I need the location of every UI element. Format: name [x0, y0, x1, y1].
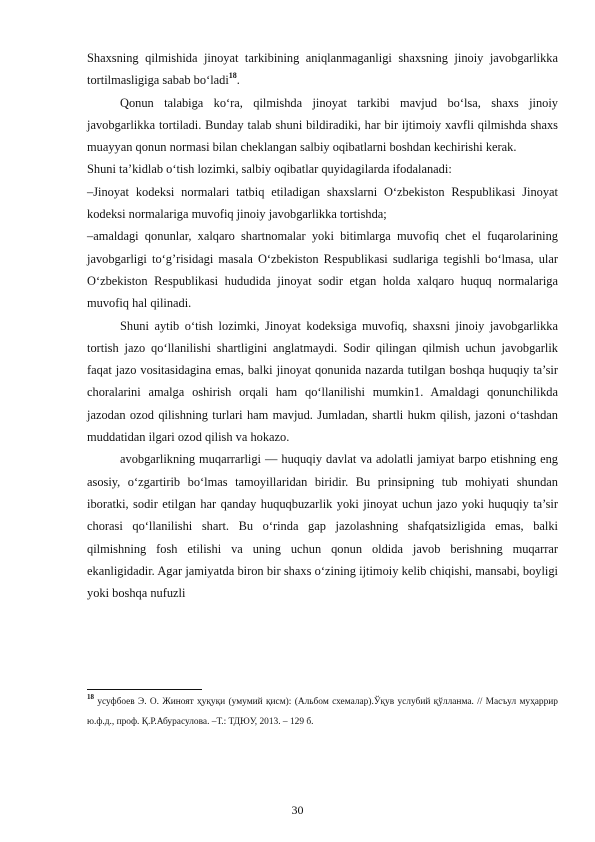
- paragraph-5: avobgarlikning muqarrarligi — huquqiy davlat va adolatli jamiyat barpo etishning eng asosiy, o‘zgartirib bo‘lmas tamoyillaridan biridir. Bu prinsipning tub mohiyati shundan iboratki, sodir etilgan har qanday huquqbuzarlik yoki jinoyat uchun jazo yoki huquqiy ta’sir chorasi qo‘llanilishi shart. Bu o‘rinda gap jazolashning shafqatsizligida emas, balki qilmishning fosh etilishi va uning uchun qonun oldida javob berishning muqarrar ekanligidadir. Agar jamiyatda biron bir shaxs o‘zining ijtimoiy kelib chiqishi, mansabi, boyligi yoki boshqa nufuzli: [87, 452, 558, 601]
- body-text: [87, 47, 558, 604]
- footnote-reference[interactable]: 18: [228, 71, 237, 81]
- footnote: [87, 693, 558, 732]
- paragraph-1: [87, 47, 558, 92]
- paragraph-1-trail: .: [236, 73, 240, 88]
- list-item-1: –Jinoyat kodeksi normalari tatbiq etiladigan shaxslarni O‘zbekiston Respublikasi Jinoyat kodeksi normalariga muvofiq jinoiy javobgarlikka tortishda;: [87, 184, 558, 222]
- list-item-2: –amaldagi qonunlar, xalqaro shartnomalar yoki bitimlarga muvofiq chet el fuqarolarining javobgarligi to‘g’risidagi masala O‘zbekiston Respublikasi sudlariga tegishli bo‘lmasa, ular O‘zbekiston Respublikasi hududida jinoyat sodir etgan holda xalqaro huquq normalariga muvofiq hal qilinadi.: [87, 229, 558, 311]
- paragraph-1-text: Shaxsning qilmishida jinoyat tarkibining aniqlanmaganligi shaxsning jinoiy javobgarlikka tortilmasligiga sabab bo‘ladi: [87, 51, 558, 88]
- footnote-number: 18: [87, 692, 94, 701]
- footnote-text: усуфбоев Э. О. Жиноят ҳуқуқи (умумий қисм): (Альбом схемалар).Ўқув услубий қўлланма. // Масъул муҳаррир ю.ф.д., проф. Қ.Р.Абурасулова. –Т.: ТДЮУ, 2013. – 129 б.: [87, 697, 558, 727]
- paragraph-3: Shuni ta’kidlab o‘tish lozimki, salbiy oqibatlar quyidagilarda ifodalanadi:: [87, 162, 452, 177]
- paragraph-4: Shuni aytib o‘tish lozimki, Jinoyat kodeksiga muvofiq, shaxsni jinoiy javobgarlikka tortish jazo qo‘llanilishi shartligini anglatmaydi. Sodir qilingan qilmish uchun javobgarlik faqat jazo vositasidagina emas, balki jinoyat qonunida nazarda tutilgan boshqa huquqiy ta’sir choralarini amalga oshirish orqali ham qo‘llanilishi mumkin1. Amaldagi qonunchilikda jazodan ozod qilishning turlari ham mavjud. Jumladan, shartli hukm qilish, jazoni o‘tashdan muddatidan ilgari ozod qilish va hokazo.: [87, 318, 558, 445]
- footnote-separator: [87, 689, 202, 690]
- page-number: 30: [291, 803, 304, 817]
- paragraph-2: Qonun talabiga ko‘ra, qilmishda jinoyat tarkibi mavjud bo‘lsa, shaxs jinoiy javobgarlikka tortiladi. Bunday talab shuni bildiradiki, har bir ijtimoiy xavfli qilmishda shaxs muayyan qonun normasi bilan cheklangan salbiy oqibatlarni boshdan kechirishi kerak.: [87, 95, 558, 155]
